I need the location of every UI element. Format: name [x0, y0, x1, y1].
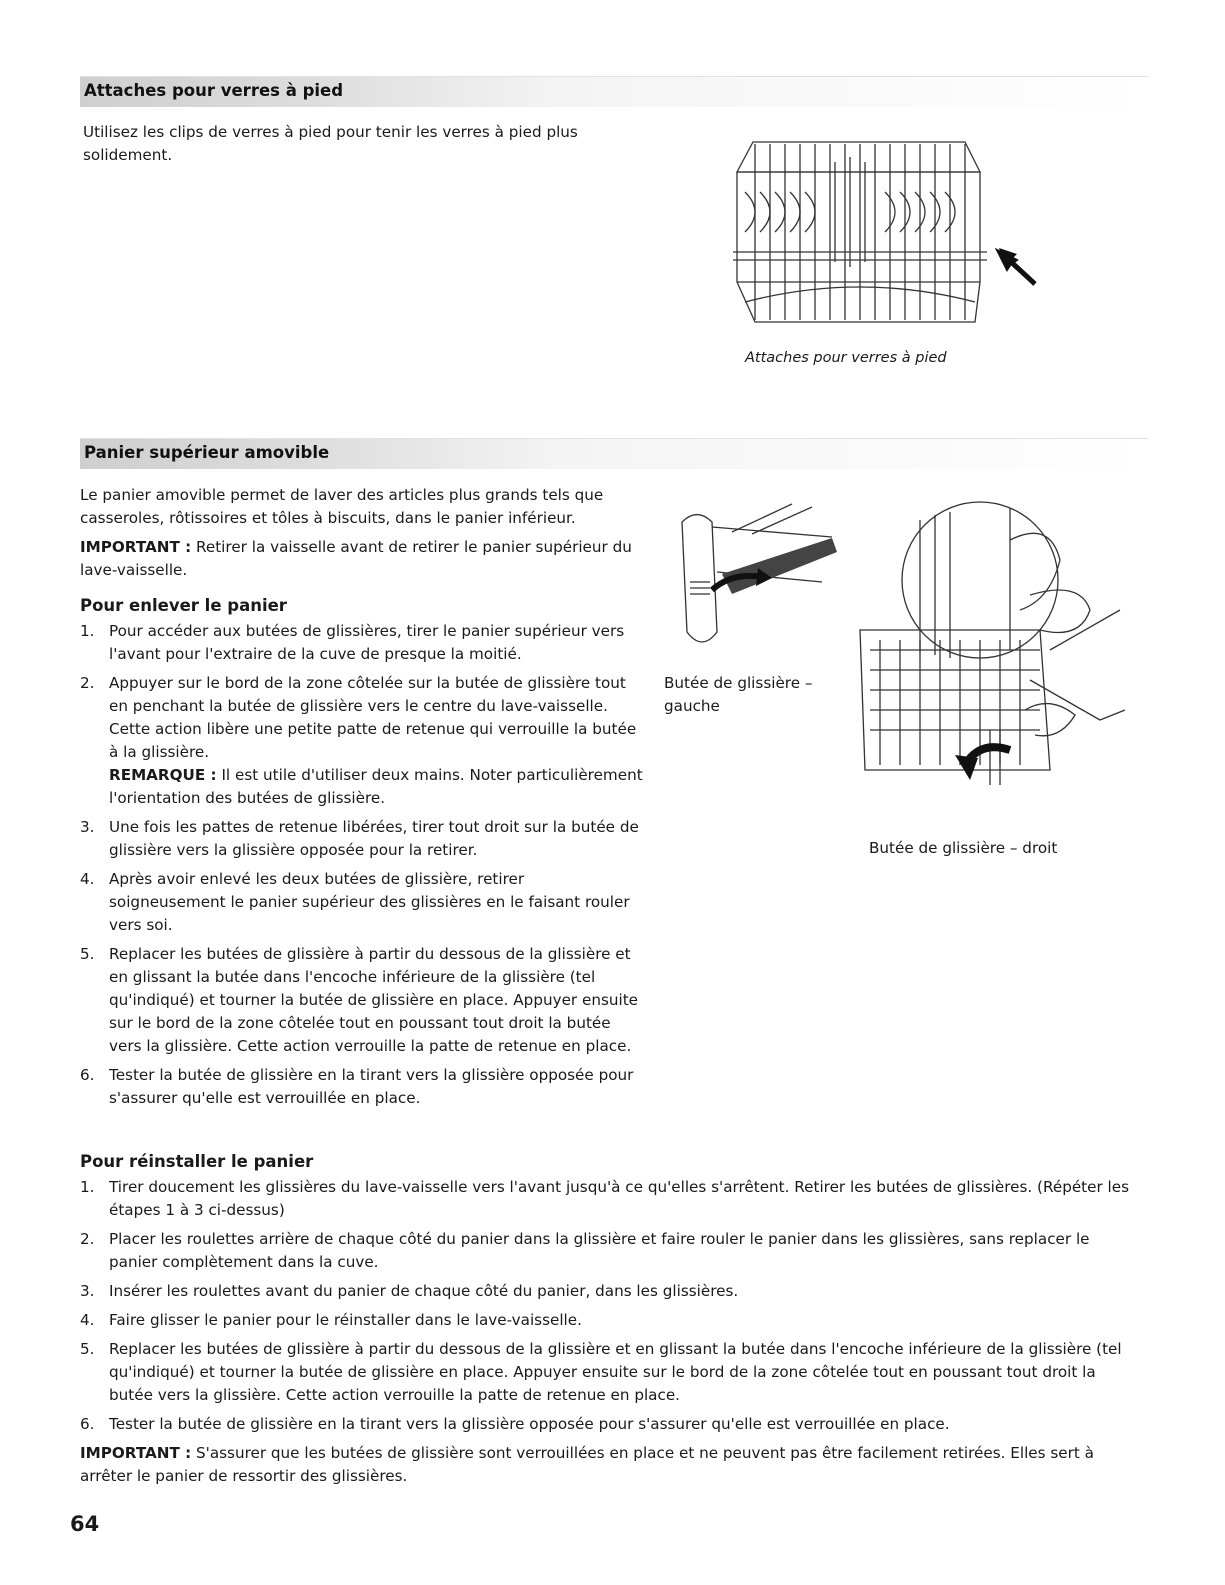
content-column — [80, 484, 645, 1116]
paragraph — [83, 121, 583, 173]
list-item: 4. Après avoir enlevé les deux butées de glissière, retirer soigneusement le panier supérieur des glissières en le faisant rouler vers soi. — [80, 870, 630, 934]
list-item: 2. Placer les roulettes arrière de chaque côté du panier dans la glissière et faire rouler le panier dans les glissières, sans replacer le panier complètement dans la cuve. — [80, 1230, 1090, 1271]
note-text: Il est utile d'utiliser deux mains. Noter particulièrement l'orientation des butées de glissière. — [109, 766, 643, 807]
list-item: 3. Une fois les pattes de retenue libérées, tirer tout droit sur la butée de glissière vers la glissière opposée pour la retirer. — [80, 818, 639, 859]
important-note — [80, 1442, 1140, 1488]
left-slide-stop-figure — [672, 502, 842, 652]
figure-caption: Attaches pour verres à pied — [745, 350, 947, 366]
reinstall-section — [80, 1150, 1140, 1494]
important-label: IMPORTANT : — [80, 1444, 192, 1462]
list-item: 2. Appuyer sur le bord de la zone côtelée sur la butée de glissière tout en penchant la butée de glissière vers le centre du lave-vaisselle. Cette action libère une petite patte de retenue qui verrouille la butée à la glissière. REMARQUE : Il est utile d'utiliser deux mains. Noter particulièrement l'orientation des butées de glissière. — [80, 674, 643, 807]
list-item: 6. Tester la butée de glissière en la tirant vers la glissière opposée pour s'assurer qu'elle est verrouillée en place. — [80, 1066, 634, 1107]
section-heading-bar — [80, 76, 1148, 107]
list-item: 1. Pour accéder aux butées de glissières, tirer le panier supérieur vers l'avant pour l'extraire de la cuve de presque la moitié. — [80, 622, 625, 663]
basket-figure — [725, 132, 1045, 332]
section-heading: Panier supérieur amovible — [84, 443, 330, 462]
important-text: S'assurer que les butées de glissière sont verrouillées en place et ne peuvent pas être facilement retirées. Elles sert à arrêter le panier de ressortir des glissières. — [80, 1444, 1094, 1485]
section-heading: Attaches pour verres à pied — [84, 81, 344, 100]
important-label: IMPORTANT : — [80, 538, 192, 556]
figure-label: Butée de glissière – droit — [869, 839, 1058, 857]
list-item: 4. Faire glisser le panier pour le réinstaller dans le lave-vaisselle. — [80, 1311, 582, 1329]
list-item: 1. Tirer doucement les glissières du lave-vaisselle vers l'avant jusqu'à ce qu'elles s'arrêtent. Retirer les butées de glissières. (Répéter les étapes 1 à 3 ci-dessus) — [80, 1178, 1130, 1219]
list-item: 6. Tester la butée de glissière en la tirant vers la glissière opposée pour s'assurer qu'elle est verrouillée en place. — [80, 1415, 950, 1433]
subheading: Pour réinstaller le panier — [80, 1152, 314, 1171]
intro-text: Le panier amovible permet de laver des articles plus grands tels que casseroles, rôtissoires et tôles à biscuits, dans le panier inférieur. — [80, 486, 604, 527]
section-heading-bar — [80, 438, 1148, 469]
figure-label: Butée de glissière – gauche — [664, 674, 813, 715]
page-number: 64 — [70, 1512, 100, 1536]
note-label: REMARQUE : — [109, 766, 217, 784]
remove-steps-list — [80, 620, 645, 1110]
subheading: Pour enlever le panier — [80, 596, 287, 615]
list-item: 5. Replacer les butées de glissière à partir du dessous de la glissière et en glissant la butée dans l'encoche inférieure de la glissière (tel qu'indiqué) et tourner la butée de glissière en place. Appuyer ensuite sur le bord de la zone côtelée tout en poussant tout droit la butée vers la glissière. Cette action verrouille la patte de retenue en place. — [80, 1340, 1122, 1404]
right-slide-stop-figure — [850, 500, 1130, 785]
basket-illustration — [725, 132, 1045, 332]
important-note — [80, 536, 645, 582]
reinstall-steps-list — [80, 1176, 1140, 1436]
important-text: Retirer la vaisselle avant de retirer le panier supérieur du lave-vaisselle. — [80, 538, 632, 579]
list-item: 5. Replacer les butées de glissière à partir du dessous de la glissière et en glissant la butée dans l'encoche inférieure de la glissière (tel qu'indiqué) et tourner la butée de glissière en place. Appuyer ensuite sur le bord de la zone côtelée tout en poussant tout droit la butée vers la glissière. Cette action verrouille la patte de retenue en place. — [80, 945, 639, 1055]
intro-text: Utilisez les clips de verres à pied pour tenir les verres à pied plus solidement. — [83, 123, 578, 164]
list-item: 3. Insérer les roulettes avant du panier de chaque côté du panier, dans les glissières. — [80, 1282, 739, 1300]
